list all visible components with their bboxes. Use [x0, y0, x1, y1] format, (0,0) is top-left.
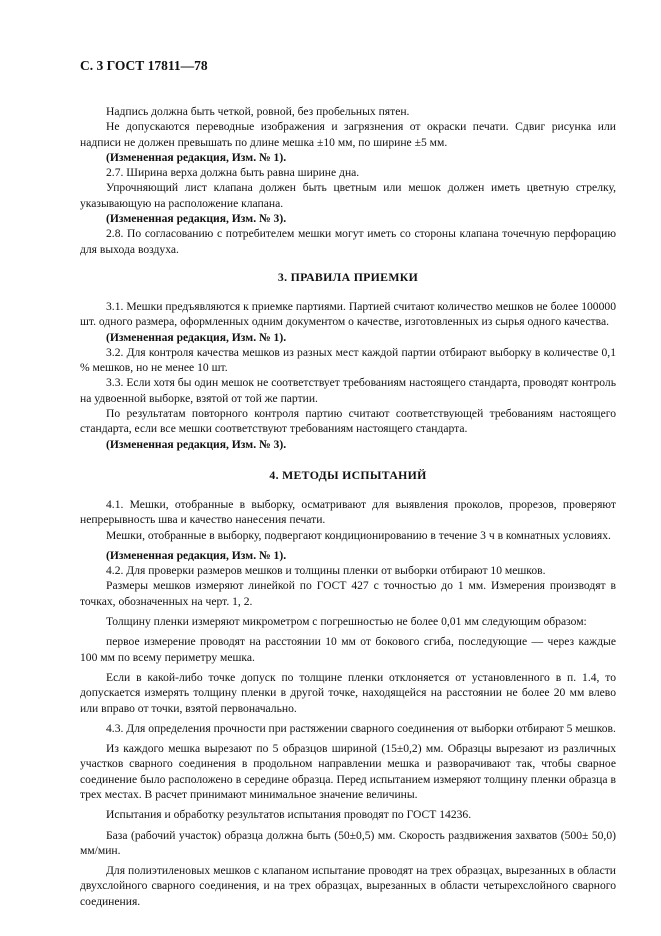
paragraph: Размеры мешков измеряют линейкой по ГОСТ 427 с точностью до 1 мм. Измерения производят в точках, обозначенных на черт. 1, 2.: [80, 579, 616, 608]
paragraph: 3.3. Если хотя бы один мешок не соответствует требованиям настоящего стандарта, проводят контроль на удвоенной выборке, взятой от той же партии.: [80, 376, 616, 405]
paragraph: 2.8. По согласованию с потребителем мешки могут иметь со стороны клапана точечную перфорацию для выхода воздуха.: [80, 227, 616, 256]
revision-note: (Измененная редакция, Изм. № 1).: [106, 330, 287, 344]
paragraph: Если в какой-либо точке допуск по толщине пленки отклоняется от установленного в п. 1.4, то допускается измерять толщину пленки в другой точке, находящейся на расстоянии не более 20 мм влево или вправо от точки, взятой первоначально.: [80, 670, 616, 715]
paragraph: База (рабочий участок) образца должна быть (50±0,5) мм. Скорость раздвижения захватов (500± 50,0) мм/мин.: [80, 828, 616, 857]
paragraph: Для полиэтиленовых мешков с клапаном испытание проводят на трех образцах, вырезанных в области двухслойного сварного соединения, и на трех образцах, вырезанных в области четырехслойного сварного соединения.: [80, 864, 616, 908]
section-4-body: [80, 497, 616, 909]
paragraph: Испытания и обработку результатов испытания проводят по ГОСТ 14236.: [106, 808, 472, 822]
document-page: [80, 58, 616, 909]
paragraph: Не допускаются переводные изображения и загрязнения от окраски печати. Сдвиг рисунка или надписи не должен превышать по длине мешка ±10 мм, по ширине ±5 мм.: [80, 120, 616, 149]
revision-note: (Измененная редакция, Изм. № 1).: [106, 150, 287, 164]
section-4-title: 4. МЕТОДЫ ИСПЫТАНИЙ: [269, 467, 427, 482]
section-3-body: [80, 299, 616, 452]
page-header: С. 3 ГОСТ 17811—78: [80, 58, 208, 73]
revision-note: (Измененная редакция, Изм. № 3).: [106, 437, 287, 451]
paragraph: Из каждого мешка вырезают по 5 образцов шириной (15±0,2) мм. Образцы вырезают из различных участков сварного соединения в продольном направлении мешка и разворачивают так, чтобы сварное соединение было расположено в середине образца. Перед испытанием измеряют толщину пленки образца в трех местах. В расчет принимают минимальное значение величины.: [80, 742, 616, 801]
paragraph: 4.2. Для проверки размеров мешков и толщины пленки от выборки отбирают 10 мешков.: [106, 564, 546, 578]
paragraph: Толщину пленки измеряют микрометром с погрешностью не более 0,01 мм следующим образом:: [106, 615, 587, 629]
paragraph: По результатам повторного контроля партию считают соответствующей требованиям настоящего стандарта, если все мешки соответствуют требованиям настоящего стандарта.: [80, 407, 616, 436]
revision-note: (Измененная редакция, Изм. № 3).: [106, 212, 287, 226]
paragraph: 3.2. Для контроля качества мешков из разных мест каждой партии отбирают выборку в количестве 0,1 % мешков, но не менее 10 шт.: [80, 345, 616, 375]
revision-note: (Измененная редакция, Изм. № 1).: [106, 548, 287, 562]
paragraph: 2.7. Ширина верха должна быть равна ширине дна.: [106, 166, 360, 180]
paragraph: Надпись должна быть четкой, ровной, без пробельных пятен.: [106, 105, 410, 118]
paragraph: Мешки, отобранные в выборку, подвергают кондиционированию в течение 3 ч в комнатных условиях.: [106, 528, 611, 542]
intro-block: [80, 104, 616, 257]
paragraph: 4.3. Для определения прочности при растяжении сварного соединения от выборки отбирают 5 мешков.: [106, 721, 616, 735]
paragraph: первое измерение проводят на расстоянии 10 мм от бокового сгиба, последующие — через каждые 100 мм по всему периметру мешка.: [80, 635, 616, 664]
paragraph: 3.1. Мешки предъявляются к приемке партиями. Партией считают количество мешков не более 100000 шт. одного размера, оформленных одним документом о качестве, изготовленных из сырья одного качества.: [80, 299, 616, 329]
paragraph: 4.1. Мешки, отобранные в выборку, осматривают для выявления проколов, прорезов, проверяют непрерывность шва и качество нанесения печати.: [80, 497, 616, 527]
section-3-title: 3. ПРАВИЛА ПРИЕМКИ: [277, 269, 419, 284]
paragraph: Упрочняющий лист клапана должен быть цветным или мешок должен иметь цветную стрелку, указывающую на расположение клапана.: [80, 181, 616, 210]
